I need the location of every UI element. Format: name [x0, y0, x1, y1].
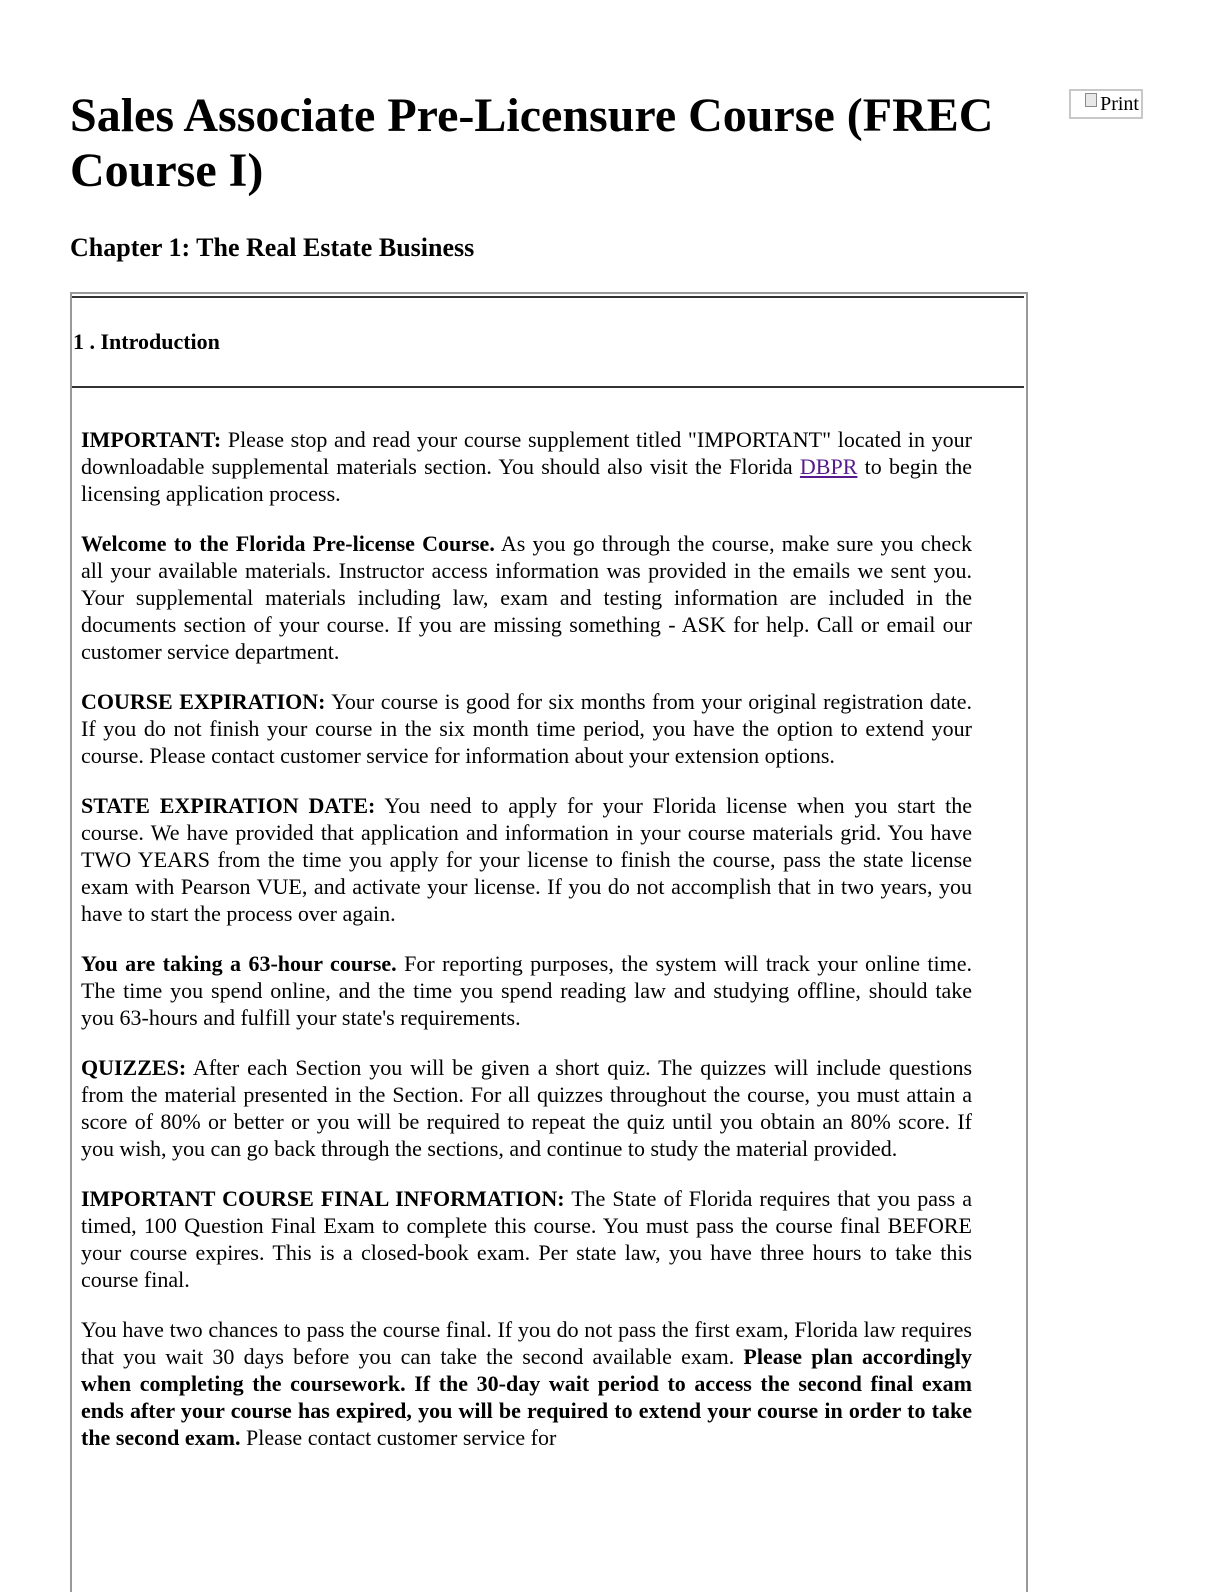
paragraph-course-expiration: [81, 688, 972, 769]
body-text: [72, 388, 1026, 1451]
paragraph-lead: QUIZZES:: [81, 1055, 187, 1080]
paragraph-text: You have two chances to pass the course final. If you do not pass the first exam, Florida law requires that you wait 30 days before you can take the second available exam.: [81, 1317, 972, 1369]
paragraph-important: [81, 426, 972, 507]
paragraph-text: Please stop and read your course supplement titled "IMPORTANT" located in your downloadable supplemental materials section. You should also visit the Florida: [81, 427, 972, 479]
paragraph-lead: COURSE EXPIRATION:: [81, 689, 326, 714]
paragraph-text: Please contact customer service for: [240, 1425, 557, 1450]
paragraph-text: to begin the licensing application process.: [81, 454, 972, 506]
dbpr-link[interactable]: DBPR: [799, 454, 858, 479]
page-title: Sales Associate Pre-Licensure Course (FREC Course I): [70, 89, 994, 197]
paragraph-lead: IMPORTANT COURSE FINAL INFORMATION:: [81, 1186, 565, 1211]
paragraph-text: The State of Florida requires that you pass a timed, 100 Question Final Exam to complete this course. You must pass the course final BEFORE your course expires. This is a closed-book exam. Per state law, you have three hours to take this course final.: [81, 1186, 972, 1292]
paragraph-bold: Please plan accordingly when completing the coursework. If the 30-day wait period to access the second final exam ends after your course has expired, you will be required to extend your course in order to take the second exam.: [81, 1344, 972, 1450]
paragraph-lead: STATE EXPIRATION DATE:: [81, 793, 376, 818]
paragraph-text: For reporting purposes, the system will track your online time. The time you spend online, and the time you spend reading law and studying offline, should take you 63-hours and fulfill your state's requirements.: [81, 951, 973, 1030]
paragraph-quizzes: [81, 1054, 972, 1162]
paragraph-text: Your course is good for six months from your original registration date. If you do not finish your course in the six month time period, you have the option to extend your course. Please contact customer service for information about your extension options.: [81, 689, 972, 768]
paragraph-lead: IMPORTANT:: [81, 427, 222, 452]
paragraph-final-chances: [81, 1316, 972, 1451]
print-label: Print: [1100, 92, 1139, 115]
paragraph-text: You need to apply for your Florida license when you start the course. We have provided that application and information in your course materials grid. You have TWO YEARS from the time you apply for your license to finish the course, pass the state license exam with Pearson VUE, and activate your license. If you do not accomplish that in two years, you have to start the process over again.: [81, 793, 972, 926]
section-header: 1 . Introduction: [73, 329, 220, 354]
paragraph-text: As you go through the course, make sure you check all your available materials. Instructor access information was provided in the emails we sent you. Your supplemental materials including law, exam and testing information are included in the documents section of your course. If you are missing something - ASK for help. Call or email our customer service department.: [81, 531, 972, 664]
paragraph-welcome: [81, 530, 972, 665]
paragraph-lead: Welcome to the Florida Pre-license Course.: [81, 531, 495, 556]
chapter-title: Chapter 1: The Real Estate Business: [70, 233, 475, 262]
print-button[interactable]: [1069, 89, 1143, 119]
content-box: [70, 292, 1028, 1592]
paragraph-text: After each Section you will be given a short quiz. The quizzes will include questions from the material presented in the Section. For all quizzes throughout the course, you must attain a score of 80% or better or you will be required to repeat the quiz until you obtain an 80% score. If you wish, you can go back through the sections, and continue to study the material provided.: [81, 1055, 972, 1161]
broken-image-icon: [1085, 93, 1097, 107]
paragraph-course-hours: [81, 950, 972, 1031]
paragraph-final-info: [81, 1185, 972, 1293]
paragraph-lead: You are taking a 63-hour course.: [81, 951, 397, 976]
paragraph-state-expiration: [81, 792, 972, 927]
